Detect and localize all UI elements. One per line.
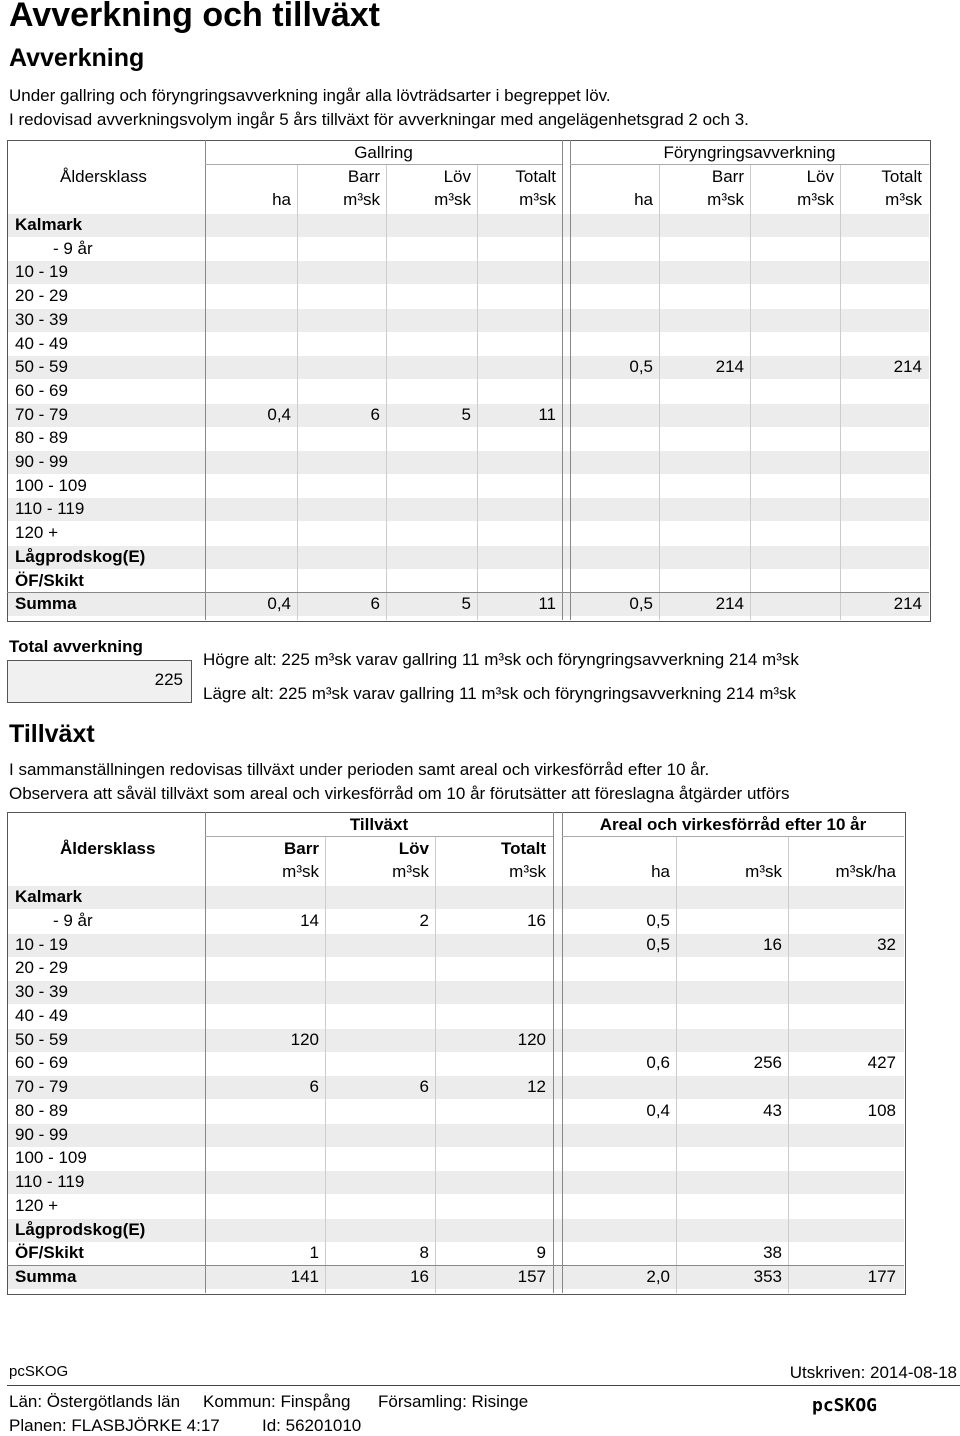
unit-f_ha: ha xyxy=(634,190,653,209)
unit-g_lov: m³sk xyxy=(434,190,471,209)
row-label: 120 + xyxy=(15,1195,59,1215)
header-foryngring: Föryngringsavverkning xyxy=(663,143,836,162)
unit-tot: m³sk xyxy=(509,862,546,881)
unit-ha: ha xyxy=(651,862,670,881)
row-label: Kalmark xyxy=(15,215,83,234)
column-divider xyxy=(562,812,563,1293)
header-g_barr: Barr xyxy=(347,167,380,186)
footer-divider xyxy=(7,1385,960,1386)
cell-ha: 0,4 xyxy=(646,1100,670,1120)
row-stripe xyxy=(8,214,929,237)
column-divider xyxy=(570,140,571,620)
row-stripe xyxy=(8,1124,904,1147)
cell-barr: 120 xyxy=(290,1029,319,1049)
cell-tot: 16 xyxy=(527,910,546,930)
cell-m3ha: 108 xyxy=(867,1100,896,1120)
header-g_tot: Totalt xyxy=(515,167,556,186)
footer-printed-date: Utskriven: 2014-08-18 xyxy=(789,1363,957,1382)
footer-kommun: Kommun: Finspång xyxy=(203,1392,351,1411)
cell-m3ha: 177 xyxy=(867,1267,896,1286)
unit-g_tot: m³sk xyxy=(519,190,556,209)
cell-lov: 2 xyxy=(419,910,429,930)
cell-f_tot: 214 xyxy=(893,594,922,614)
section-heading-avverkning: Avverkning xyxy=(9,44,145,72)
column-divider xyxy=(562,140,563,620)
column-divider xyxy=(750,164,751,620)
header-aldersklass: Åldersklass xyxy=(60,167,147,186)
cell-f_barr: 214 xyxy=(715,357,744,377)
cell-barr: 6 xyxy=(309,1077,319,1096)
row-label: 80 - 89 xyxy=(15,1100,68,1120)
column-divider xyxy=(553,812,554,1293)
unit-f_barr: m³sk xyxy=(707,190,744,209)
unit-g_ha: ha xyxy=(272,190,291,209)
header-barr: Barr xyxy=(284,839,319,858)
unit-m3ha: m³sk/ha xyxy=(835,862,896,881)
unit-barr: m³sk xyxy=(282,862,319,881)
row-label: ÖF/Skikt xyxy=(15,1243,84,1263)
row-stripe xyxy=(8,1171,904,1194)
row-label: 70 - 79 xyxy=(15,1077,68,1096)
intro-text-4: Observera att såväl tillväxt som areal och virkesförråd om 10 år förutsätter att föreslagna åtgärder utförs xyxy=(9,784,790,803)
unit-lov: m³sk xyxy=(392,862,429,881)
row-label: Summa xyxy=(15,594,77,614)
cell-ha: 0,5 xyxy=(646,934,670,954)
header-underline xyxy=(562,836,904,837)
row-stripe xyxy=(8,309,929,332)
header-underline xyxy=(570,164,929,165)
row-stripe xyxy=(8,261,929,284)
column-divider xyxy=(297,164,298,620)
row-label: 60 - 69 xyxy=(15,1053,68,1073)
row-label: 20 - 29 xyxy=(15,286,68,306)
footer-forsamling: Församling: Risinge xyxy=(378,1392,529,1411)
page-title: Avverkning och tillväxt xyxy=(9,0,380,34)
cell-f_ha: 0,5 xyxy=(629,594,653,614)
cell-barr: 1 xyxy=(309,1243,319,1263)
header-f_barr: Barr xyxy=(711,167,744,186)
column-divider xyxy=(435,836,436,1293)
footer-brand: pcSKOG xyxy=(9,1363,69,1380)
cell-lov: 8 xyxy=(419,1243,429,1263)
cell-m3: 16 xyxy=(763,934,782,954)
cell-g_lov: 5 xyxy=(461,404,471,424)
header-g_lov: Löv xyxy=(443,167,471,186)
cell-tot: 157 xyxy=(517,1267,546,1286)
column-divider xyxy=(659,164,660,620)
column-divider xyxy=(325,836,326,1293)
row-label: - 9 år xyxy=(53,910,93,930)
cell-g_ha: 0,4 xyxy=(267,404,291,424)
row-label: 40 - 49 xyxy=(15,1005,68,1025)
row-stripe xyxy=(8,451,929,474)
cell-g_barr: 6 xyxy=(370,404,380,424)
cell-g_barr: 6 xyxy=(370,594,380,614)
row-stripe xyxy=(8,546,929,569)
row-label: 30 - 39 xyxy=(15,309,68,329)
header-aldersklass: Åldersklass xyxy=(60,839,156,858)
pcskog-logo: pcSKOG xyxy=(812,1395,878,1416)
cell-m3: 256 xyxy=(753,1053,782,1073)
column-divider xyxy=(840,164,841,620)
header-underline xyxy=(205,164,562,165)
row-label: 80 - 89 xyxy=(15,428,68,448)
unit-g_barr: m³sk xyxy=(343,190,380,209)
cell-g_tot: 11 xyxy=(538,594,556,614)
cell-barr: 14 xyxy=(300,910,319,930)
row-stripe xyxy=(8,498,929,521)
cell-f_tot: 214 xyxy=(893,357,922,377)
summa-divider xyxy=(7,1265,904,1266)
cell-m3: 38 xyxy=(763,1243,782,1263)
row-label: 100 - 109 xyxy=(15,475,87,495)
row-stripe xyxy=(8,886,904,909)
cell-m3ha: 32 xyxy=(877,934,896,954)
column-divider xyxy=(205,140,206,620)
row-label: 90 - 99 xyxy=(15,1124,68,1144)
total-avverkning-label: Total avverkning xyxy=(9,637,143,656)
header-gallring: Gallring xyxy=(354,143,413,162)
row-label: 10 - 19 xyxy=(15,262,68,282)
cell-f_barr: 214 xyxy=(715,594,744,614)
row-label: 90 - 99 xyxy=(15,452,68,471)
cell-lov: 16 xyxy=(410,1267,429,1286)
total-avverkning-value: 225 xyxy=(154,670,183,689)
cell-barr: 141 xyxy=(290,1267,319,1286)
cell-m3: 43 xyxy=(763,1100,782,1120)
row-label: Lågprodskog(E) xyxy=(15,1219,146,1239)
cell-ha: 0,6 xyxy=(646,1053,670,1073)
row-label: Lågprodskog(E) xyxy=(15,546,146,566)
row-label: 100 - 109 xyxy=(15,1148,87,1168)
cell-f_ha: 0,5 xyxy=(629,357,653,377)
cell-lov: 6 xyxy=(419,1077,429,1096)
cell-m3: 353 xyxy=(753,1267,782,1286)
cell-g_lov: 5 xyxy=(461,594,471,614)
row-label: 60 - 69 xyxy=(15,380,68,400)
row-label: - 9 år xyxy=(53,238,93,258)
cell-tot: 120 xyxy=(517,1029,546,1049)
intro-text-1: Under gallring och föryngringsavverkning ingår alla lövträdsarter i begreppet löv. xyxy=(9,86,611,105)
row-stripe xyxy=(8,356,929,379)
row-label: 40 - 49 xyxy=(15,333,68,353)
row-label: 120 + xyxy=(15,523,59,543)
cell-g_ha: 0,4 xyxy=(267,594,291,614)
row-label: 110 - 119 xyxy=(15,1172,85,1191)
hogre-alt-text: Högre alt: 225 m³sk varav gallring 11 m³sk och föryngringsavverkning 214 m³sk xyxy=(203,650,799,669)
cell-ha: 2,0 xyxy=(646,1267,670,1286)
header-f_tot: Totalt xyxy=(881,167,922,186)
row-stripe xyxy=(8,981,904,1004)
footer-planen: Planen: FLASBJÖRKE 4:17 xyxy=(9,1416,220,1435)
lagre-alt-text: Lägre alt: 225 m³sk varav gallring 11 m³sk och föryngringsavverkning 214 m³sk xyxy=(203,684,797,703)
row-label: 70 - 79 xyxy=(15,404,68,424)
cell-tot: 9 xyxy=(536,1243,546,1263)
cell-ha: 0,5 xyxy=(646,910,670,930)
row-label: 50 - 59 xyxy=(15,1029,68,1049)
row-label: Summa xyxy=(15,1267,77,1286)
cell-m3ha: 427 xyxy=(867,1053,896,1073)
row-label: 10 - 19 xyxy=(15,934,68,954)
header-lov: Löv xyxy=(398,839,429,858)
column-divider xyxy=(788,836,789,1293)
column-divider xyxy=(386,164,387,620)
cell-tot: 12 xyxy=(527,1077,546,1096)
footer-id: Id: 56201010 xyxy=(262,1416,362,1435)
row-label: Kalmark xyxy=(15,887,83,906)
header-underline xyxy=(205,836,553,837)
column-divider xyxy=(205,812,206,1293)
unit-f_tot: m³sk xyxy=(885,190,922,209)
intro-text-2: I redovisad avverkningsvolym ingår 5 års tillväxt för avverkningar med angelägenhetsgrad 2 och 3. xyxy=(9,110,749,129)
row-label: ÖF/Skikt xyxy=(15,570,84,590)
column-divider xyxy=(477,164,478,620)
total-avverkning-box xyxy=(7,660,192,703)
column-divider xyxy=(676,836,677,1293)
unit-m3: m³sk xyxy=(745,862,782,881)
row-label: 50 - 59 xyxy=(15,357,68,377)
footer-lan: Län: Östergötlands län xyxy=(9,1392,181,1411)
header-f_lov: Löv xyxy=(806,167,834,186)
row-label: 20 - 29 xyxy=(15,958,68,978)
header-areal: Areal och virkesförråd efter 10 år xyxy=(599,815,867,834)
row-label: 110 - 119 xyxy=(15,499,85,519)
cell-g_tot: 11 xyxy=(538,404,556,424)
section-heading-tillvaxt: Tillväxt xyxy=(9,720,95,748)
row-label: 30 - 39 xyxy=(15,982,68,1001)
summa-divider xyxy=(7,592,929,593)
unit-f_lov: m³sk xyxy=(797,190,834,209)
intro-text-3: I sammanställningen redovisas tillväxt under perioden samt areal och virkesförråd efter 10 år. xyxy=(9,760,710,779)
header-tillvaxt: Tillväxt xyxy=(349,815,409,834)
header-tot: Totalt xyxy=(500,839,546,858)
